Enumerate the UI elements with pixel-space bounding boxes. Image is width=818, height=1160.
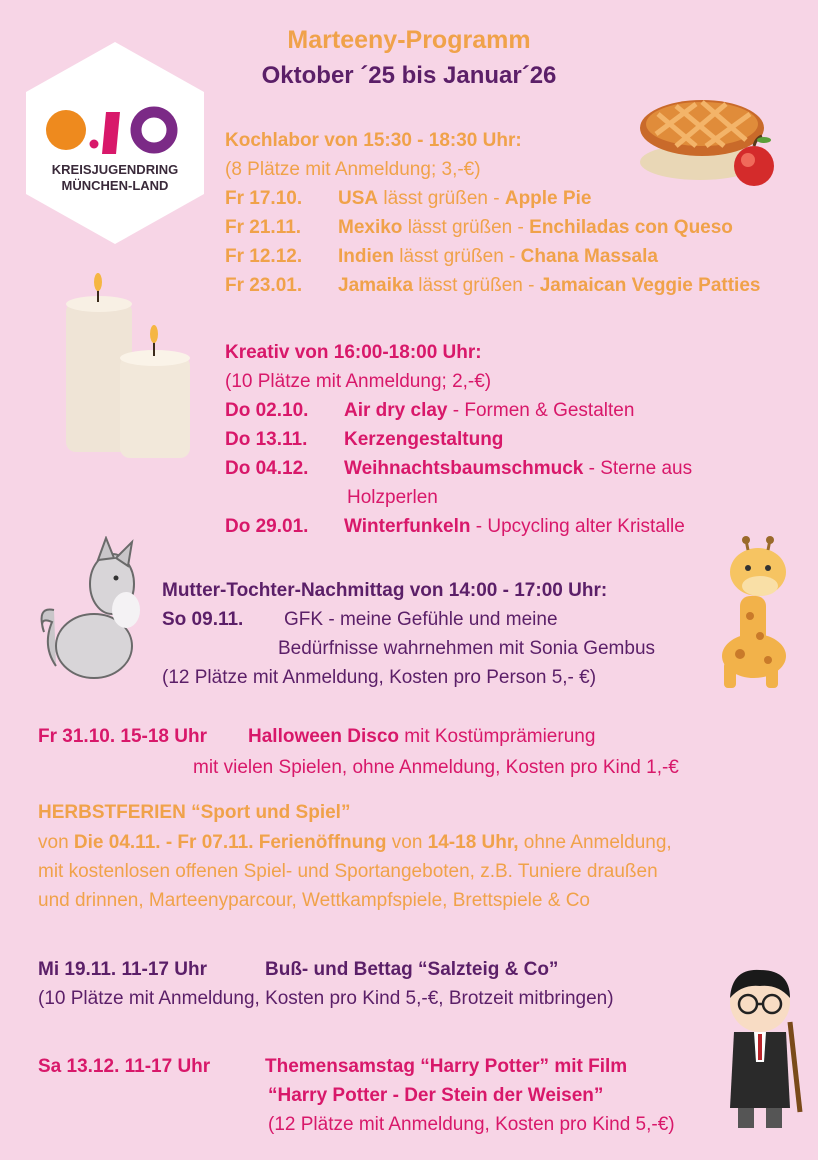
logo-line2: MÜNCHEN-LAND [61, 178, 169, 193]
kreativ-date: Do 13.11. [225, 429, 308, 450]
wolf-icon [36, 536, 148, 682]
mutter-date: So 09.11. [162, 609, 244, 630]
buss-title: Buß- und Bettag “Salzteig & Co” [265, 959, 559, 980]
kochlabor-date: Fr 12.12. [225, 246, 303, 267]
giraffe-icon [710, 536, 802, 692]
kreativ-item-continued: Holzperlen [347, 487, 438, 508]
potter-note: (12 Plätze mit Anmeldung, Kosten pro Kind 5,-€) [268, 1114, 675, 1135]
page-subtitle: Oktober ´25 bis Januar´26 [261, 62, 557, 89]
halloween-title: Halloween Disco mit Kostümprämierung [248, 726, 596, 747]
harry-potter-icon [720, 962, 806, 1132]
apple-pie-icon [636, 84, 778, 194]
kreativ-item: Weihnachtsbaumschmuck - Sterne aus [344, 458, 693, 479]
buss-date: Mi 19.11. 11-17 Uhr [38, 959, 207, 980]
kochlabor-item: USA lässt grüßen - Apple Pie [338, 188, 592, 209]
herbst-text: von Die 04.11. - Fr 07.11. Ferienöffnung von 14-18 Uhr, ohne Anmeldung, [38, 832, 672, 853]
logo-line1: KREISJUGENDRING [51, 162, 179, 177]
kochlabor-date: Fr 21.11. [225, 217, 302, 238]
potter-title-continued: “Harry Potter - Der Stein der Weisen” [268, 1085, 604, 1106]
kochlabor-heading: Kochlabor von 15:30 - 18:30 Uhr: [225, 130, 522, 151]
kreativ-item: Air dry clay - Formen & Gestalten [344, 400, 635, 421]
kreativ-date: Do 02.10. [225, 400, 309, 421]
kochlabor-note: (8 Plätze mit Anmeldung; 3,-€) [225, 159, 481, 180]
kjr-logo [22, 40, 208, 246]
herbst-heading: HERBSTFERIEN “Sport und Spiel” [38, 802, 351, 823]
herbst-text: und drinnen, Marteenyparcour, Wettkampfspiele, Brettspiele & Co [38, 890, 590, 911]
kochlabor-item: Mexiko lässt grüßen - Enchiladas con Queso [338, 217, 733, 238]
kochlabor-item: Indien lässt grüßen - Chana Massala [338, 246, 658, 267]
kochlabor-date: Fr 17.10. [225, 188, 303, 209]
kreativ-heading: Kreativ von 16:00-18:00 Uhr: [225, 342, 482, 363]
halloween-date: Fr 31.10. 15-18 Uhr [38, 726, 207, 747]
candles-icon [60, 272, 196, 462]
halloween-text: mit vielen Spielen, ohne Anmeldung, Kosten pro Kind 1,-€ [193, 757, 679, 778]
mutter-heading: Mutter-Tochter-Nachmittag von 14:00 - 17:00 Uhr: [162, 580, 608, 601]
buss-note: (10 Plätze mit Anmeldung, Kosten pro Kind 5,-€, Brotzeit mitbringen) [38, 988, 614, 1009]
kreativ-date: Do 04.12. [225, 458, 309, 479]
kreativ-date: Do 29.01. [225, 516, 309, 537]
kochlabor-item: Jamaika lässt grüßen - Jamaican Veggie Patties [338, 275, 761, 296]
potter-title: Themensamstag “Harry Potter” mit Film [265, 1056, 628, 1077]
page-title: Marteeny-Programm [287, 26, 531, 54]
kreativ-item: Kerzengestaltung [344, 429, 504, 450]
kreativ-note: (10 Plätze mit Anmeldung; 2,-€) [225, 371, 492, 392]
kochlabor-date: Fr 23.01. [225, 275, 303, 296]
mutter-note: (12 Plätze mit Anmeldung, Kosten pro Person 5,- €) [162, 667, 597, 688]
mutter-text: Bedürfnisse wahrnehmen mit Sonia Gembus [278, 638, 656, 659]
potter-date: Sa 13.12. 11-17 Uhr [38, 1056, 211, 1077]
mutter-text: GFK - meine Gefühle und meine [284, 609, 558, 630]
herbst-text: mit kostenlosen offenen Spiel- und Sportangeboten, z.B. Tuniere draußen [38, 861, 658, 882]
kreativ-item: Winterfunkeln - Upcycling alter Kristalle [344, 516, 685, 537]
